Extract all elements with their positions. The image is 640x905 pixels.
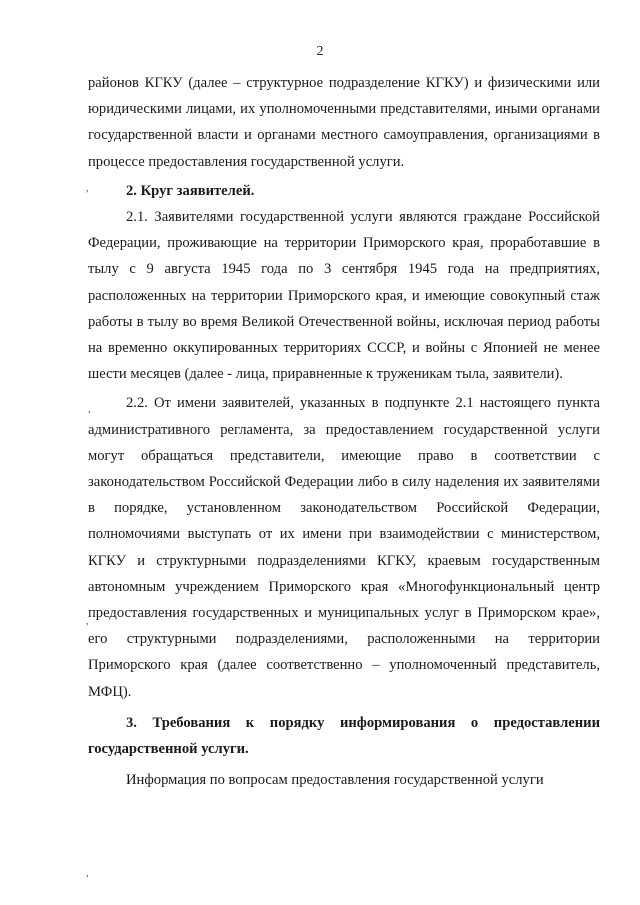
section-heading-applicants: 2. Круг заявителей. bbox=[126, 182, 255, 199]
section-heading-information-requirements: 3. Требования к порядку информирования о предоставлении государственной услуги. bbox=[88, 714, 600, 758]
paragraph-continuation: районов КГКУ (далее – структурное подразделение КГКУ) и физическими или юридическими лицами, их уполномоченными представителями, иными органами государственной власти и органами местного самоуправления, организациями в процессе предоставления государственной услуги. bbox=[88, 75, 600, 170]
scan-speck: , bbox=[86, 868, 89, 879]
scan-speck: , bbox=[86, 183, 89, 194]
page-number: 2 bbox=[316, 44, 324, 59]
scan-speck: , bbox=[88, 404, 91, 415]
paragraph-information: Информация по вопросам предоставления государственной услуги bbox=[126, 772, 544, 789]
paragraph-2-2: 2.2. От имени заявителей, указанных в подпункте 2.1 настоящего пункта административного регламента, за предоставлением государственной услуги могут обращаться представители, имеющие право в соответствии с законодательством Российской Федерации либо в силу наделения их заявителями в порядке, установленном законодательством Российской Федерации, полномочиями выступать от их имени при взаимодействии с министерством, КГКУ и структурными подразделениями КГКУ, краевым государственным автономным учреждением Приморского края «Многофункциональный центр предоставления государственных и муниципальных услуг в Приморском крае», его структурными подразделениями, расположенными на территории Приморского края (далее соответственно – уполномоченный представитель, МФЦ). bbox=[88, 395, 600, 700]
scan-speck: , bbox=[86, 616, 89, 627]
paragraph-2-1: 2.1. Заявителями государственной услуги являются граждане Российской Федерации, проживающие на территории Приморского края, проработавшие в тылу с 9 августа 1945 года по 3 сентября 1945 года на предприятиях, расположенных на территории Приморского края, и имеющие совокупный стаж работы в тылу во время Великой Отечественной войны, исключая период работы на временно оккупированных территориях СССР, и войны с Японией не менее шести месяцев (далее - лица, приравненные к труженикам тыла, заявители). bbox=[88, 209, 600, 383]
document-body bbox=[88, 70, 600, 793]
